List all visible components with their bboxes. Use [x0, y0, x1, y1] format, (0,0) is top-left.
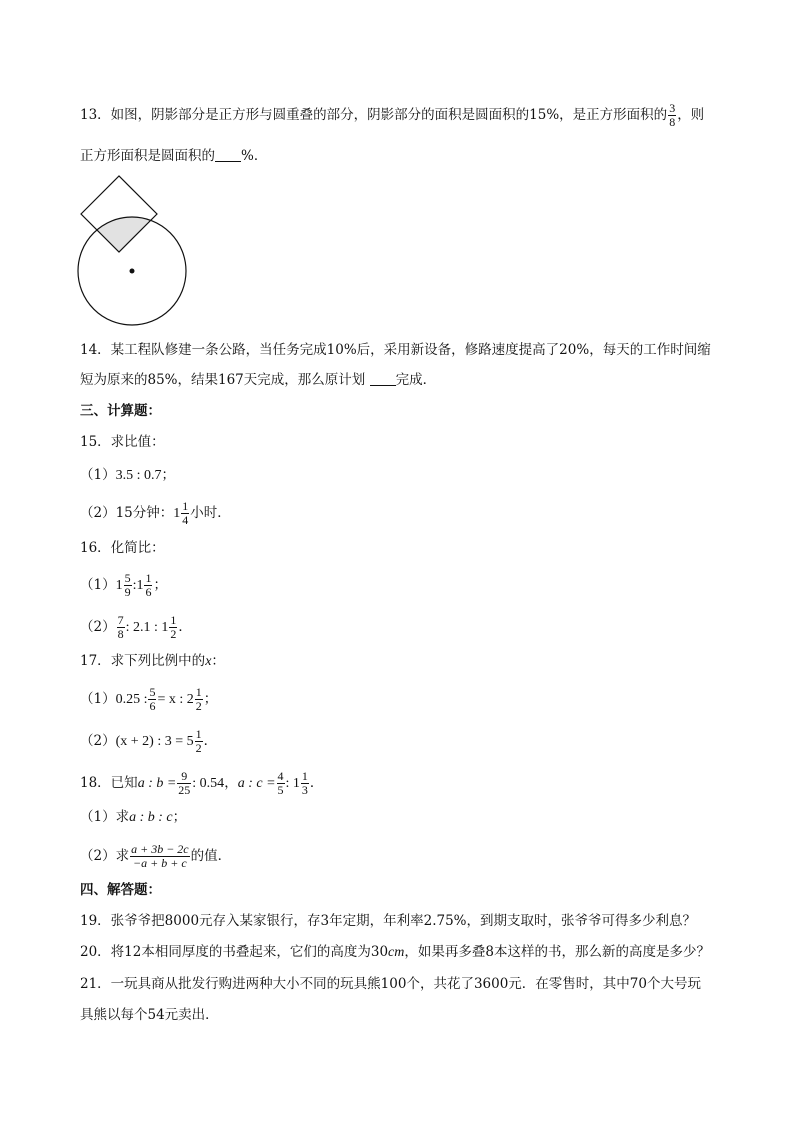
q15-part-1: （1）3.5 : 0.7； — [80, 467, 175, 483]
q21-line-2: 具熊以每个54元卖出． — [80, 1007, 219, 1023]
answer-blank[interactable] — [370, 371, 396, 386]
q16-title: 16．化简比： — [80, 540, 165, 556]
fraction: $\frac{9}{25}$ — [178, 769, 191, 797]
fraction: $\frac{1}{2}$ — [195, 727, 202, 755]
q16-part-1: （1）1 $\frac{5}{9}$ :1 $\frac{1}{6}$ ； — [80, 571, 167, 599]
circle-center-dot — [130, 269, 135, 274]
section-heading: 四、解答题： — [80, 882, 161, 898]
fraction: $\frac{1}{4}$ — [182, 499, 189, 527]
q16-part-2: （2） $\frac{7}{8}$ : 2.1 : 1 $\frac{1}{2}$ ． — [80, 613, 192, 641]
q13-line-1: 13．如图，阴影部分是正方形与圆重叠的部分，阴影部分的面积是圆面积的15%，是正方形面积的 $\frac{3}{8}$ ，则 — [80, 101, 705, 129]
fraction: $\frac{5}{6}$ — [149, 685, 156, 713]
q13-line-2: 正方形面积是圆面积的 %． — [80, 148, 268, 164]
q14-line-2: 短为原来的85%，结果167天完成，那么原计划 完成． — [80, 372, 437, 388]
fraction: $\frac{1}{3}$ — [301, 769, 308, 797]
fraction: $\frac{7}{8}$ — [117, 613, 124, 641]
q17-part-1: （1）0.25 : $\frac{5}{6}$ = x : 2 $\frac{1}{2}$ ； — [80, 685, 218, 713]
q17-title: 17．求下列比例中的x： — [80, 653, 225, 669]
shaded-overlap-region — [81, 176, 157, 252]
q13-text: 13．如图，阴影部分是正方形与圆重叠的部分，阴影部分的面积是圆面积的15%，是正方形面积的 — [80, 107, 668, 123]
q15-part-2: （2）15分钟：1 $\frac{1}{4}$ 小时． — [80, 499, 231, 527]
q17-part-2: （2）(x + 2) : 3 = 5 $\frac{1}{2}$ ． — [80, 727, 218, 755]
fraction: $\frac{5}{9}$ — [124, 571, 131, 599]
q21-line-1: 21．一玩具商从批发行购进两种大小不同的玩具熊100个，共花了3600元．在零售时，其中70个大号玩 — [80, 976, 701, 992]
fraction: $\frac{1}{6}$ — [145, 571, 152, 599]
q14-line-1: 14．某工程队修建一条公路，当任务完成10%后，采用新设备，修路速度提高了20%，每天的工作时间缩 — [80, 342, 711, 358]
fraction: $\frac{1}{2}$ — [195, 685, 202, 713]
fraction: $\frac{a + 3b - 2c}{-a + b + c}$ — [131, 842, 189, 870]
section-heading: 三、计算题： — [80, 403, 161, 419]
fraction: $\frac{4}{5}$ — [277, 769, 284, 797]
q18-statement: 18．已知a : b = $\frac{9}{25}$ : 0.54，a : c = $\frac{4}{5}$ : 1 $\frac{1}{3}$ ． — [80, 769, 324, 797]
q15-title: 15．求比值： — [80, 434, 165, 450]
fraction: $\frac{1}{2}$ — [170, 613, 177, 641]
circle-square-figure — [76, 174, 192, 330]
q18-part-2: （2）求 $\frac{a + 3b - 2c}{-a + b + c}$ 的值． — [80, 842, 232, 870]
q13-fraction: $\frac{3}{8}$ — [669, 101, 676, 129]
q20-text: 20．将12本相同厚度的书叠起来，它们的高度为30cm，如果再多叠8本这样的书，那么新的高度是多少？ — [80, 944, 710, 960]
q18-part-1: （1）求a : b : c； — [80, 809, 187, 825]
answer-blank[interactable] — [215, 147, 241, 162]
q19-text: 19．张爷爷把8000元存入某家银行，存3年定期，年利率2.75%，到期支取时，张爷爷可得多少利息？ — [80, 913, 697, 929]
